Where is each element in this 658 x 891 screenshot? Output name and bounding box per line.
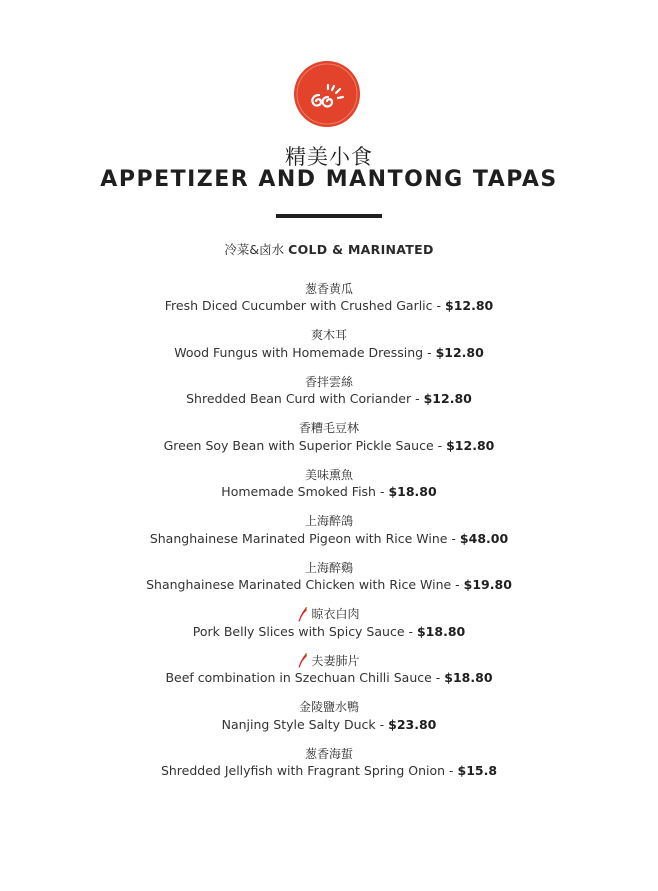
menu-item-price: $18.80: [444, 670, 493, 685]
menu-item-description: [0, 530, 658, 547]
menu-item-chinese-name: [0, 746, 658, 762]
chili-pepper-icon: [298, 607, 309, 623]
menu-item-english-name: Green Soy Bean with Superior Pickle Sauce: [163, 437, 434, 453]
menu-item-description: [0, 390, 658, 407]
menu-item-chinese-name: [0, 653, 658, 669]
menu-item-chinese-name: [0, 328, 658, 344]
menu-item-chinese-text: 美味熏魚: [304, 467, 353, 482]
menu-item-chinese-name: [0, 421, 658, 437]
menu-item-chinese-text: 上海醉鷄: [304, 560, 353, 575]
menu-item-description: [0, 437, 658, 454]
menu-item-chinese-name: [0, 514, 658, 530]
menu-item-price: $12.80: [446, 437, 495, 453]
menu-item-description: [0, 623, 658, 640]
section-heading-english: COLD & MARINATED: [288, 242, 434, 257]
menu-item: [0, 607, 658, 654]
menu-item-english-name: Shanghainese Marinated Chicken with Rice Wine: [146, 577, 452, 592]
menu-title-chinese: 精美小食: [285, 145, 373, 169]
menu-item-chinese-text: 葱香海蜇: [304, 746, 353, 761]
menu-item-chinese-name: [0, 607, 658, 623]
menu-item-separator: -: [404, 623, 417, 639]
menu-item-chinese-text: 上海醉鴿: [304, 514, 353, 528]
menu-item: [0, 514, 658, 561]
menu-item: [0, 421, 658, 468]
menu-item: [0, 281, 658, 328]
menu-item-separator: -: [451, 577, 464, 592]
menu-item-description: [0, 762, 658, 779]
section-heading-chinese: 冷菜&卤水: [224, 242, 285, 257]
menu-item-separator: -: [375, 484, 389, 499]
menu-item: [0, 700, 658, 747]
menu-item-chinese-name: [0, 281, 658, 297]
menu-item-separator: -: [431, 670, 445, 685]
menu-item-english-name: Nanjing Style Salty Duck: [221, 716, 376, 732]
menu-item-price: $12.80: [445, 298, 494, 313]
title-divider: [276, 214, 382, 218]
menu-item-chinese-text: 香糟毛豆林: [298, 421, 359, 435]
menu-item-description: [0, 669, 658, 686]
menu-item-english-name: Fresh Diced Cucumber with Crushed Garlic: [164, 298, 433, 313]
menu-item-list: [0, 281, 658, 793]
menu-item-description: [0, 483, 658, 500]
menu-title-english: APPETIZER AND MANTONG TAPAS: [100, 167, 558, 192]
menu-item-english-name: Shredded Jellyfish with Fragrant Spring Onion: [160, 763, 446, 778]
menu-item-chinese-text: 夫妻肺片: [311, 653, 360, 668]
menu-item-price: $18.80: [416, 623, 466, 639]
menu-item-chinese-name: [0, 560, 658, 576]
menu-item-price: $18.80: [388, 484, 437, 499]
menu-item: [0, 653, 658, 700]
menu-item-chinese-name: [0, 700, 658, 716]
menu-item-english-name: Shredded Bean Curd with Coriander: [186, 391, 412, 406]
menu-item-separator: -: [447, 530, 460, 546]
menu-item-price: $19.80: [463, 577, 512, 592]
menu-item-separator: -: [432, 298, 445, 313]
menu-item-english-name: Shanghainese Marinated Pigeon with Rice Wine: [149, 530, 448, 546]
menu-item-separator: -: [411, 391, 424, 406]
menu-item-chinese-text: 金陵鹽水鴨: [298, 700, 359, 714]
menu-item-separator: -: [433, 437, 447, 453]
section-heading: [0, 240, 658, 258]
menu-item-english-name: Pork Belly Slices with Spicy Sauce: [192, 623, 405, 639]
menu-item-separator: -: [375, 716, 389, 732]
menu-item-chinese-name: [0, 374, 658, 390]
menu-item: [0, 560, 658, 607]
menu-item: [0, 374, 658, 421]
menu-item-chinese-name: [0, 467, 658, 483]
menu-item-chinese-text: 葱香黄瓜: [304, 281, 353, 296]
menu-item-price: $48.00: [459, 530, 509, 546]
menu-item-price: $15.8: [457, 763, 498, 778]
menu-item-description: [0, 576, 658, 593]
menu-item: [0, 328, 658, 375]
menu-item-chinese-text: 香拌雲絲: [304, 374, 353, 389]
menu-item-english-name: Homemade Smoked Fish: [221, 484, 376, 499]
menu-item-description: [0, 716, 658, 733]
menu-item-chinese-text: 爽木耳: [310, 328, 347, 342]
menu-item-separator: -: [445, 763, 458, 778]
menu-item-english-name: Beef combination in Szechuan Chilli Sauce: [165, 670, 432, 685]
menu-item-price: $12.80: [435, 344, 484, 360]
menu-item-english-name: Wood Fungus with Homemade Dressing: [174, 344, 424, 360]
menu-item-price: $23.80: [388, 716, 437, 732]
menu-item: [0, 467, 658, 514]
restaurant-logo: [292, 59, 362, 129]
menu-item-separator: -: [423, 344, 436, 360]
menu-item-description: [0, 297, 658, 314]
menu-item-price: $12.80: [423, 391, 472, 406]
menu-item: [0, 746, 658, 793]
chili-pepper-icon: [298, 653, 309, 669]
menu-item-chinese-text: 晾衣白肉: [311, 607, 360, 621]
menu-item-description: [0, 344, 658, 361]
